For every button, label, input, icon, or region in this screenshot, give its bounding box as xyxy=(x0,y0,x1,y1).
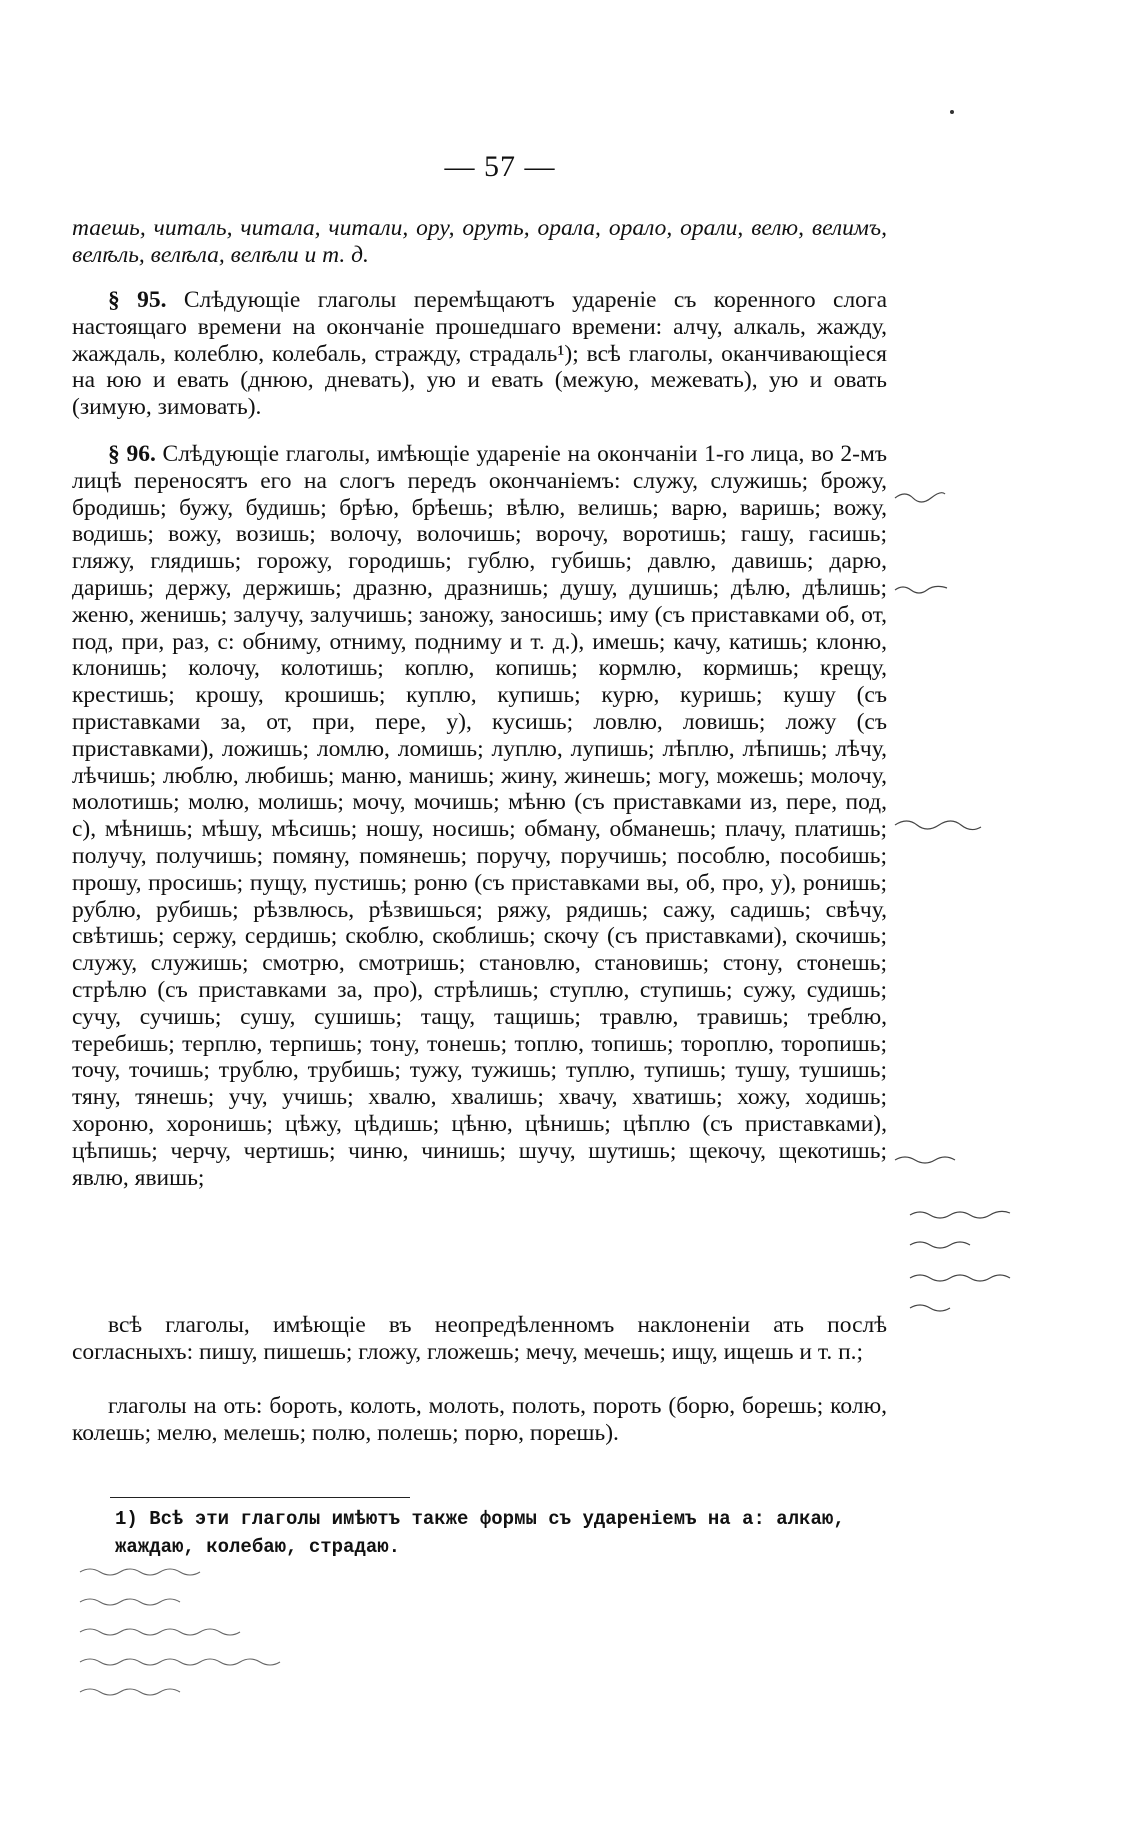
section-96-label: § 96. xyxy=(108,441,156,467)
bottom-handwriting xyxy=(70,1560,450,1730)
margin-handwriting xyxy=(890,480,1130,1320)
section-96 xyxy=(72,441,887,1191)
top-lines: таешь, читаль, читала, читали, ору, оруть, орала, орало, орали, велю, велимъ, велѣль, велѣла, велѣли и т. д. xyxy=(72,215,887,268)
section-95 xyxy=(72,287,887,421)
paragraph-ot: глаголы на оть: бороть, колоть, молоть, полоть, пороть (борю, борешь; колю, колешь; мелю, мелешь; полю, полешь; порю, порешь). xyxy=(72,1393,887,1446)
section-95-text: Слѣдующіе глаголы перемѣщаютъ удареніе съ коренного слога настоящаго времени на окончаніе прошедшаго времени: алчу, алкаль, жажду, жаждаль, колеблю, колебаль, стражду, страдаль¹); всѣ глаголы, оканчивающіеся на юю и евать (днюю, дневать), ую и евать (межую, межевать), ую и овать (зимую, зимовать). xyxy=(72,287,887,421)
paragraph-at: всѣ глаголы, имѣющіе въ неопредѣленномъ наклоненіи ать послѣ согласныхъ: пишу, пишешь; гложу, гложешь; мечу, мечешь; ищу, ищешь и т. п.; xyxy=(72,1312,887,1365)
section-96-text: Слѣдующіе глаголы, имѣющіе удареніе на окончаніи 1-го лица, во 2-мъ лицѣ переносятъ его на слогъ передъ окончаніемъ: служу, служишь; брожу, бродишь; бужу, будишь; брѣю, брѣешь; вѣлю, велишь; варю, варишь; вожу, водишь; вожу, возишь; волочу, волочишь; ворочу, воротишь; гашу, гасишь; гляжу, глядишь; горожу, городишь; гублю, губишь; давлю, давишь; дарю, даришь; держу, держишь; дразню, дразнишь; душу, душишь; дѣлю, дѣлишь; женю, женишь; залучу, залучишь; заножу, заносишь; иму (съ приставками об, от, под, при, раз, с: обниму, отниму, подниму и т. д.), имешь; качу, катишь; клоню, клонишь; колочу, колотишь; коплю, копишь; кормлю, кормишь; крещу, крестишь; крошу, крошишь; куплю, купишь; курю, куришь; кушу (съ приставками за, от, при, пере, у), кусишь; ловлю, ловишь; ложу (съ приставками), ложишь; ломлю, ломишь; луплю, лупишь; лѣплю, лѣпишь; лѣчу, лѣчишь; люблю, любишь; маню, манишь; жину, жинешь; могу, можешь; молочу, молотишь; молю, молишь; мочу, мочишь; мѣню (съ приставками из, пере, под, с), мѣнишь; мѣшу, мѣсишь; ношу, носишь; обману, обманешь; плачу, платишь; получу, получишь; помяну, помянешь; поручу, поручишь; пособлю, пособишь; прошу, просишь; пущу, пустишь; роню (съ приставками вы, об, про, у), ронишь; рублю, рубишь; рѣзвлюсь, рѣзвишься; ряжу, рядишь; сажу, садишь; свѣчу, свѣтишь; сержу, сердишь; скоблю, скоблишь; скочу (съ приставками), скочишь; служу, служишь; смотрю, смотришь; становлю, становишь; стону, стонешь; стрѣлю (съ приставками за, про), стрѣлишь; ступлю, ступишь; сужу, судишь; сучу, сучишь; сушу, сушишь; тащу, тащишь; травлю, травишь; треблю, теребишь; терплю, терпишь; тону, тонешь; топлю, топишь; тороплю, торопишь; точу, точишь; трублю, трубишь; тужу, тужишь; туплю, тупишь; тушу, тушишь; тяну, тянешь; учу, учишь; хвалю, хвалишь; хвачу, хватишь; хожу, ходишь; хороню, хоронишь; цѣжу, цѣдишь; цѣню, цѣнишь; цѣплю (съ приставками), цѣпишь; черчу, чертишь; чиню, чинишь; шучу, шутишь; щекочу, щекотишь; явлю, явишь; xyxy=(72,441,888,1191)
page-number: — 57 — xyxy=(444,150,556,183)
section-95-label: § 95. xyxy=(108,287,167,313)
footnote: 1) Всѣ эти глаголы имѣютъ также формы съ удареніемъ на а: алкаю, жаждаю, колебаю, страдаю. xyxy=(115,1508,845,1558)
speck xyxy=(950,110,954,114)
footnote-rule xyxy=(110,1497,410,1498)
